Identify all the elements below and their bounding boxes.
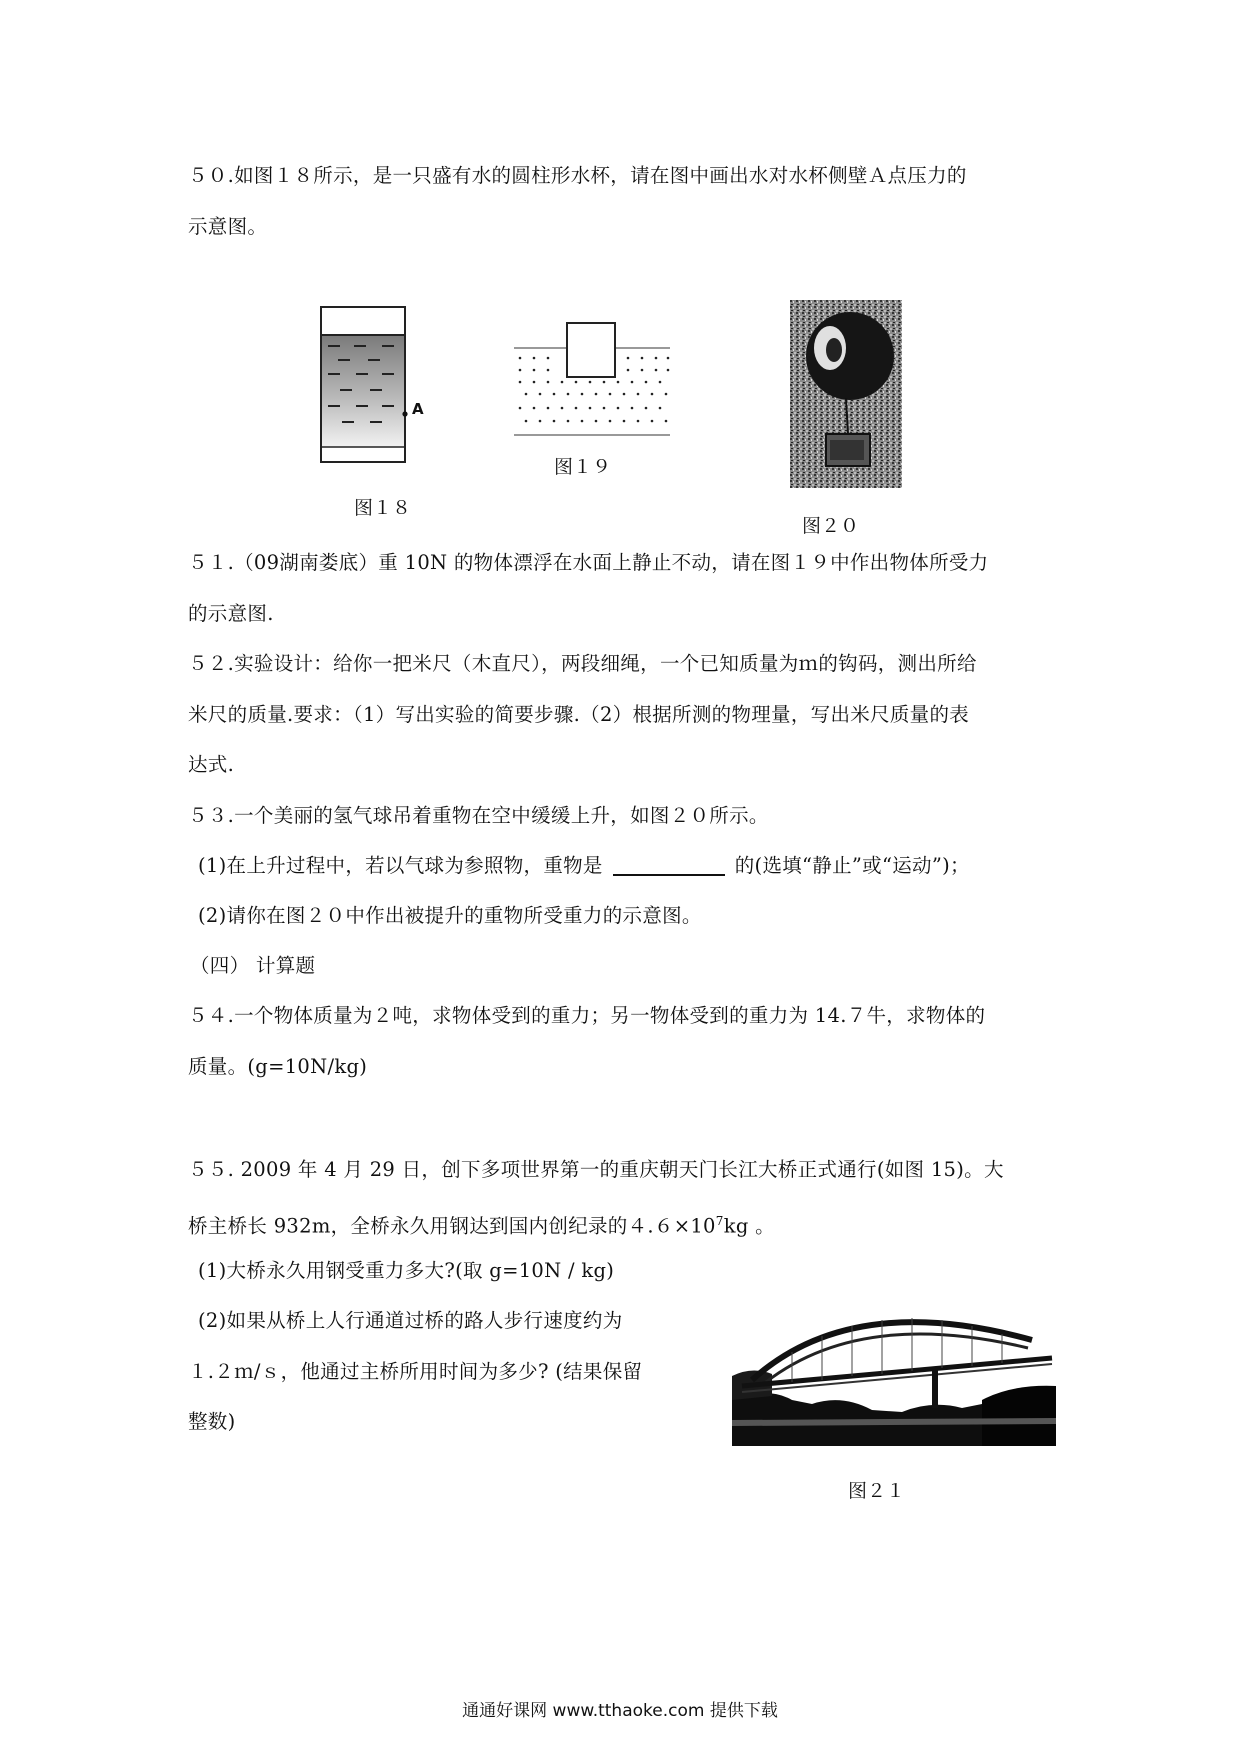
q53-sub1 [198, 853, 970, 879]
figure-18-cup [320, 306, 426, 466]
section-4-heading: （四） 计算题 [190, 954, 316, 977]
q51-line1: ５１.（09湖南娄底）重 10N 的物体漂浮在水面上静止不动，请在图１９中作出物体所受力 [188, 551, 989, 574]
q55-line1: ５５. 2009 年 4 月 29 日，创下多项世界第一的重庆朝天门长江大桥正式通行(如图 15)。大 [188, 1158, 1004, 1181]
q55-line2-unit: kg 。 [723, 1214, 775, 1238]
q53-answer-blank[interactable] [613, 854, 725, 876]
q52-line1: ５２.实验设计：给你一把米尺（木直尺），两段细绳，一个已知质量为ｍ的钩码，测出所给 [188, 652, 977, 675]
q55-line2-text: 桥主桥长 932m，全桥永久用钢达到国内创纪录的４.６×10 [188, 1214, 716, 1238]
q54-line1: ５４.一个物体质量为２吨，求物体受到的重力；另一物体受到的重力为 14.７牛，求物体的 [188, 1004, 986, 1027]
q50-line2: 示意图。 [188, 215, 268, 238]
figure-20-balloon-photo [790, 300, 902, 488]
q55-sub1: (1)大桥永久用钢受重力多大?(取 g=10N / kg) [198, 1259, 615, 1282]
q55-sub2-line2: １.２ｍ/ｓ，他通过主桥所用时间为多少? (结果保留 [188, 1360, 643, 1383]
q55-exponent: 7 [715, 1214, 724, 1228]
q52-line3: 达式. [188, 753, 235, 776]
q50-line1: ５０.如图１８所示，是一只盛有水的圆柱形水杯，请在图中画出水对水杯侧壁Ａ点压力的 [188, 164, 967, 187]
figure-19-caption: 图１９ [554, 456, 612, 478]
figure-21-bridge-photo [732, 1300, 1056, 1446]
q55-line2 [188, 1208, 775, 1240]
q53-sub2: (2)请你在图２０中作出被提升的重物所受重力的示意图。 [198, 904, 702, 927]
q52-line2: 米尺的质量.要求：（1）写出实验的简要步骤.（2）根据所测的物理量，写出米尺质量的表 [188, 703, 970, 726]
q51-line2: 的示意图. [188, 602, 274, 625]
footer-source-text: 通通好课网 www.tthaoke.com 提供下载 [462, 1701, 778, 1721]
figure-18-point-label: A [412, 400, 424, 418]
q53-sub1-prefix: (1)在上升过程中，若以气球为参照物，重物是 [198, 854, 603, 877]
figure-21-caption: 图２１ [848, 1480, 906, 1502]
q55-sub2-line3: 整数) [188, 1410, 236, 1433]
figure-18-caption: 图１８ [354, 497, 412, 519]
q53-line1: ５３.一个美丽的氢气球吊着重物在空中缓缓上升，如图２０所示。 [188, 804, 769, 827]
q54-line2: 质量。(g=10N/kg) [188, 1055, 368, 1078]
figure-19-floating-block [512, 322, 672, 440]
q53-sub1-suffix: 的(选填“静止”或“运动”)； [734, 854, 970, 877]
q55-sub2: (2)如果从桥上人行通道过桥的路人步行速度约为 [198, 1309, 623, 1332]
figure-20-caption: 图２０ [802, 515, 860, 537]
